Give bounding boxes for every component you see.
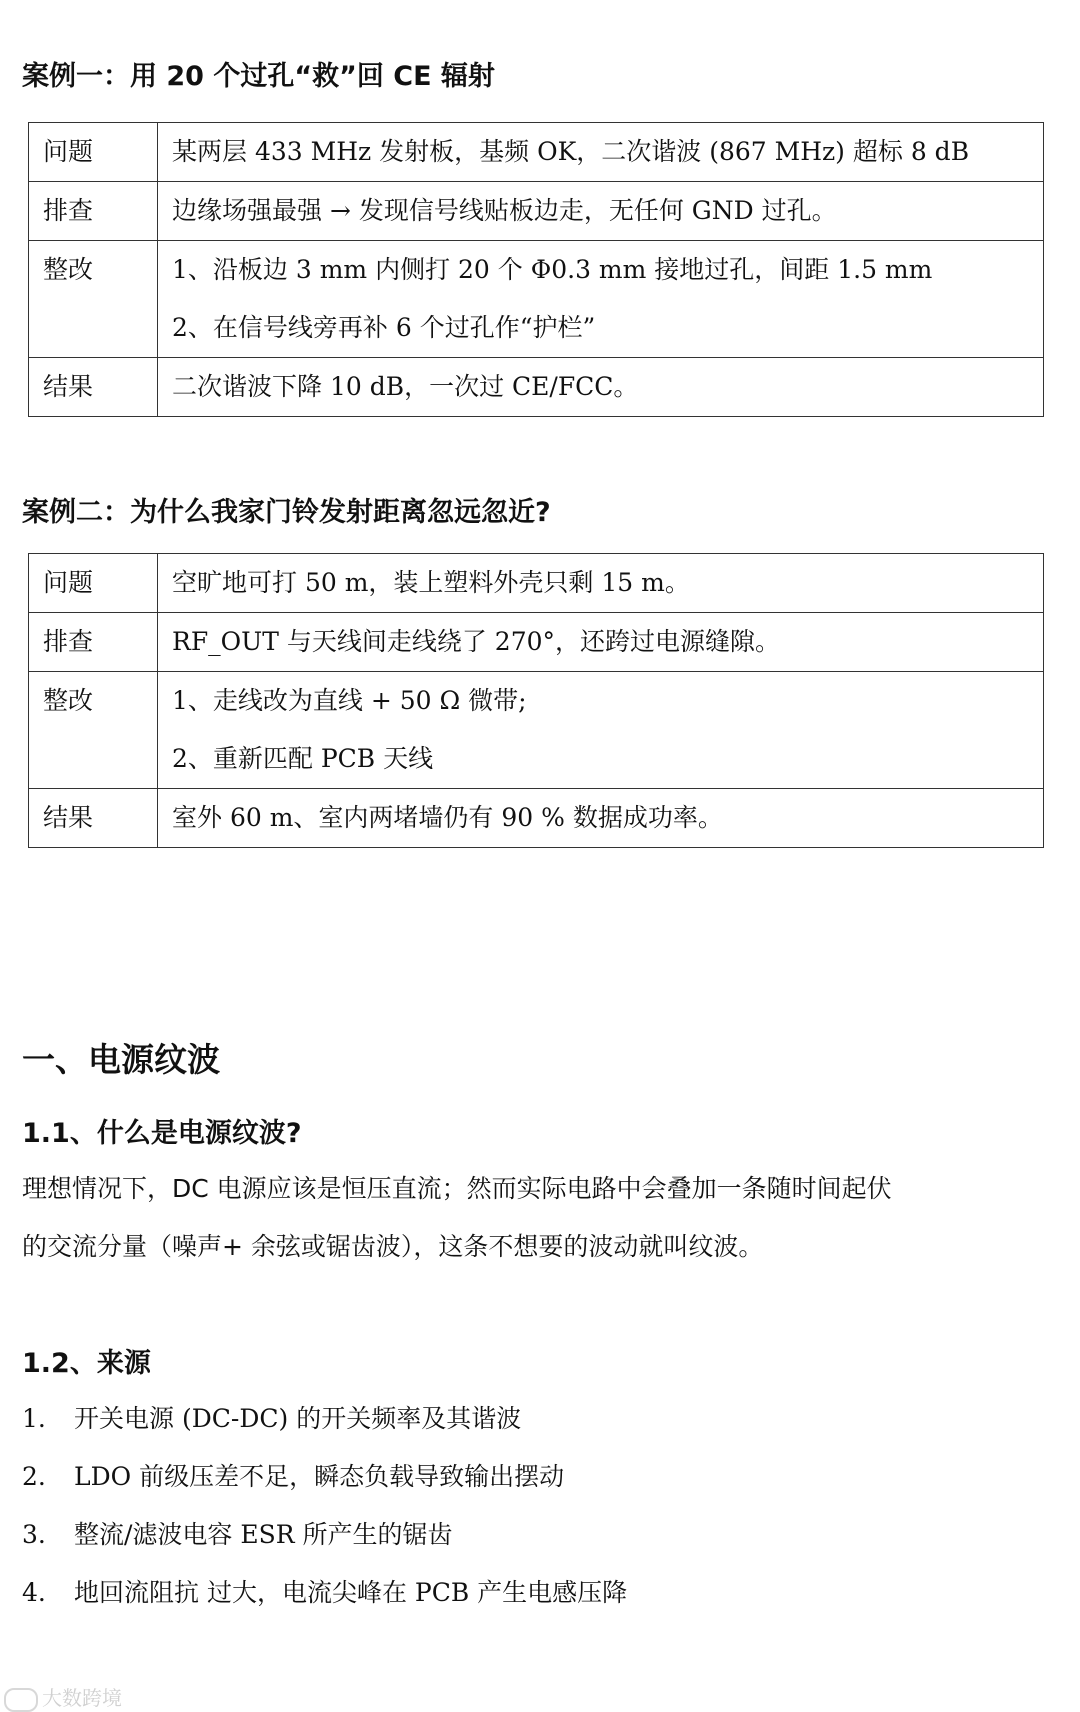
row-text: 1、走线改为直线 + 50 Ω 微带; xyxy=(172,686,527,715)
paragraph-line: 理想情况下，DC 电源应该是恒压直流；然而实际电路中会叠加一条随时间起伏 xyxy=(22,1174,892,1203)
list-item: 1. 开关电源 (DC-DC) 的开关频率及其谐波 xyxy=(22,1404,522,1433)
row-text: 二次谐波下降 10 dB，一次过 CE/FCC。 xyxy=(172,372,639,401)
table-row xyxy=(29,123,1044,182)
list-item: 4. 地回流阻抗 过大，电流尖峰在 PCB 产生电感压降 xyxy=(22,1578,628,1607)
sources-list xyxy=(22,1390,627,1622)
row-text: RF_OUT 与天线间走线绕了 270°，还跨过电源缝隙。 xyxy=(172,627,781,656)
row-text: 边缘场强最强 → 发现信号线贴板边走，无任何 GND 过孔。 xyxy=(172,196,837,225)
case2-table xyxy=(28,553,1044,848)
case1-title: 案例一：用 20 个过孔“救”回 CE 辐射 xyxy=(22,61,495,92)
logo-icon xyxy=(4,1688,38,1712)
row-text: 某两层 433 MHz 发射板，基频 OK，二次谐波 (867 MHz) 超标 8 dB xyxy=(172,137,970,166)
row-text: 2、在信号线旁再补 6 个过孔作“护栏” xyxy=(172,313,596,342)
row-text: 1、沿板边 3 mm 内侧打 20 个 Φ0.3 mm 接地过孔，间距 1.5 mm xyxy=(172,255,933,284)
case2-title: 案例二：为什么我家门铃发射距离忽远忽近? xyxy=(22,497,551,528)
list-item: 3. 整流/滤波电容 ESR 所产生的锯齿 xyxy=(22,1520,453,1549)
table-row xyxy=(29,358,1044,417)
row-text: 室外 60 m、室内两堵墙仍有 90 % 数据成功率。 xyxy=(172,803,723,832)
table-row xyxy=(29,182,1044,241)
row-label: 问题 xyxy=(43,137,94,166)
table-row xyxy=(29,241,1044,358)
section-title: 一、电源纹波 xyxy=(22,1040,220,1079)
case1-table xyxy=(28,122,1044,417)
row-label: 问题 xyxy=(43,568,94,597)
table-row xyxy=(29,789,1044,848)
subsection-1-title: 1.1、什么是电源纹波? xyxy=(22,1118,302,1149)
row-label: 整改 xyxy=(43,686,94,715)
paragraph-line: 的交流分量（噪声+ 余弦或锯齿波），这条不想要的波动就叫纹波。 xyxy=(22,1232,764,1261)
row-label: 结果 xyxy=(43,372,94,401)
row-text: 2、重新匹配 PCB 天线 xyxy=(172,744,434,773)
table-row xyxy=(29,554,1044,613)
row-text: 空旷地可打 50 m，装上塑料外壳只剩 15 m。 xyxy=(172,568,690,597)
row-label: 排查 xyxy=(43,627,94,656)
table-row xyxy=(29,613,1044,672)
subsection-2-title: 1.2、来源 xyxy=(22,1348,151,1379)
table-row xyxy=(29,672,1044,789)
row-label: 整改 xyxy=(43,255,94,284)
row-label: 结果 xyxy=(43,803,94,832)
watermark: 大数跨境 xyxy=(4,1682,122,1712)
row-label: 排查 xyxy=(43,196,94,225)
list-item: 2. LDO 前级压差不足，瞬态负载导致输出摆动 xyxy=(22,1462,565,1491)
